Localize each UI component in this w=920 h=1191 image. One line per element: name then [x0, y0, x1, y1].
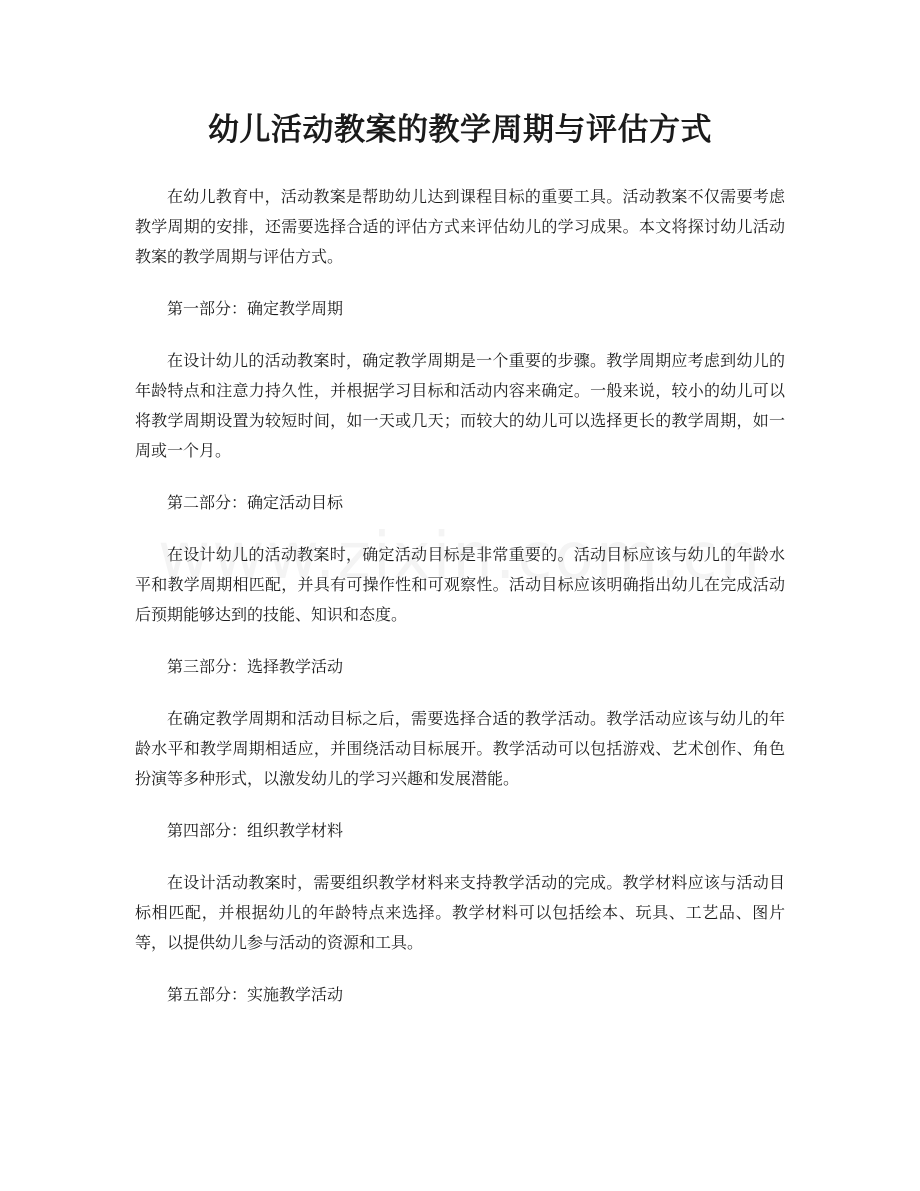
- section-paragraph-2: 在设计幼儿的活动教案时，确定活动目标是非常重要的。活动目标应该与幼儿的年龄水平和教学周期相匹配，并具有可操作性和可观察性。活动目标应该明确指出幼儿在完成活动后预期能够达到的技能、知识和态度。: [135, 545, 785, 624]
- section-heading-4: 第四部分：组织教学材料: [167, 821, 344, 840]
- section-heading-2: 第二部分：确定活动目标: [167, 493, 344, 512]
- document-body: [135, 182, 785, 1032]
- section-paragraph-1: 在设计幼儿的活动教案时，确定教学周期是一个重要的步骤。教学周期应考虑到幼儿的年龄特点和注意力持久性，并根据学习目标和活动内容来确定。一般来说，较小的幼儿可以将教学周期设置为较短时间，如一天或几天；而较大的幼儿可以选择更长的教学周期，如一周或一个月。: [135, 351, 785, 460]
- intro-paragraph: 在幼儿教育中，活动教案是帮助幼儿达到课程目标的重要工具。活动教案不仅需要考虑教学周期的安排，还需要选择合适的评估方式来评估幼儿的学习成果。本文将探讨幼儿活动教案的教学周期与评估方式。: [135, 187, 785, 266]
- section-heading-5: 第五部分：实施教学活动: [167, 985, 344, 1004]
- document-title: 幼儿活动教案的教学周期与评估方式: [208, 112, 712, 148]
- section-paragraph-3: 在确定教学周期和活动目标之后，需要选择合适的教学活动。教学活动应该与幼儿的年龄水平和教学周期相适应，并围绕活动目标展开。教学活动可以包括游戏、艺术创作、角色扮演等多种形式，以激发幼儿的学习兴趣和发展潜能。: [135, 709, 785, 788]
- section-heading-1: 第一部分：确定教学周期: [167, 299, 344, 318]
- section-heading-3: 第三部分：选择教学活动: [167, 657, 344, 676]
- section-paragraph-4: 在设计活动教案时，需要组织教学材料来支持教学活动的完成。教学材料应该与活动目标相匹配，并根据幼儿的年龄特点来选择。教学材料可以包括绘本、玩具、工艺品、图片等，以提供幼儿参与活动的资源和工具。: [135, 873, 785, 952]
